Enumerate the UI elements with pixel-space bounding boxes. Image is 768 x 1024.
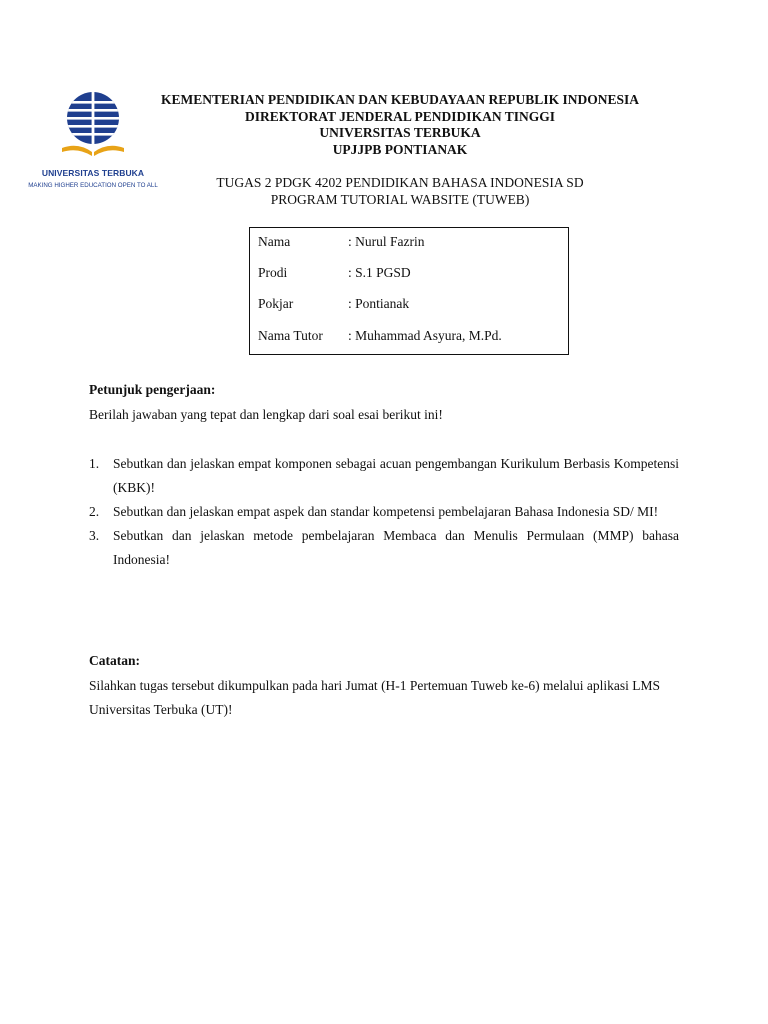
task-title — [140, 175, 660, 208]
document-header — [140, 92, 660, 158]
question-text: Sebutkan dan jelaskan empat aspek dan standar kompetensi pembelajaran Bahasa Indonesia SD/ MI! — [113, 504, 659, 519]
notes-title: Catatan: — [89, 653, 140, 668]
question-number: 3. — [89, 528, 100, 543]
identity-label: Prodi — [258, 265, 288, 280]
ministry-name: KEMENTERIAN PENDIDIKAN DAN KEBUDAYAAN REPUBLIK INDONESIA — [161, 92, 639, 107]
identity-label: Nama Tutor — [258, 328, 323, 343]
question-list — [89, 452, 679, 572]
question-item — [89, 452, 679, 500]
directorate-name: DIREKTORAT JENDERAL PENDIDIKAN TINGGI — [245, 108, 555, 124]
task-title-line: TUGAS 2 PDGK 4202 PENDIDIKAN BAHASA INDONESIA SD — [216, 175, 584, 190]
notes-text: Silahkan tugas tersebut dikumpulkan pada hari Jumat (H-1 Pertemuan Tuweb ke-6) melalui aplikasi LMS Universitas Terbuka (UT)! — [89, 678, 661, 717]
identity-label: Nama — [258, 234, 291, 249]
instructions-text: Berilah jawaban yang tepat dan lengkap dari soal esai berikut ini! — [89, 407, 443, 422]
university-title: UNIVERSITAS TERBUKA — [319, 125, 481, 140]
identity-value: : Pontianak — [348, 296, 410, 311]
identity-value: : Nurul Fazrin — [348, 234, 425, 249]
unit-name: UPJJPB PONTIANAK — [332, 141, 468, 157]
question-text: Sebutkan dan jelaskan metode pembelajaran Membaca dan Menulis Permulaan (MMP) bahasa Indonesia! — [113, 528, 679, 567]
task-subtitle-line: PROGRAM TUTORIAL WABSITE (TUWEB) — [270, 191, 530, 207]
identity-value: : S.1 PGSD — [348, 265, 411, 280]
question-number: 2. — [89, 504, 100, 519]
student-identity-box — [249, 227, 569, 355]
question-item — [89, 500, 679, 524]
question-text: Sebutkan dan jelaskan empat komponen sebagai acuan pengembangan Kurikulum Berbasis Kompetensi (KBK)! — [113, 456, 679, 495]
university-tagline: MAKING HIGHER EDUCATION OPEN TO ALL — [28, 182, 158, 189]
university-name: UNIVERSITAS TERBUKA — [41, 168, 145, 178]
instructions-title: Petunjuk pengerjaan: — [89, 382, 216, 397]
question-item — [89, 524, 679, 572]
identity-label: Pokjar — [258, 296, 294, 311]
identity-value: : Muhammad Asyura, M.Pd. — [348, 328, 502, 343]
question-number: 1. — [89, 456, 100, 471]
